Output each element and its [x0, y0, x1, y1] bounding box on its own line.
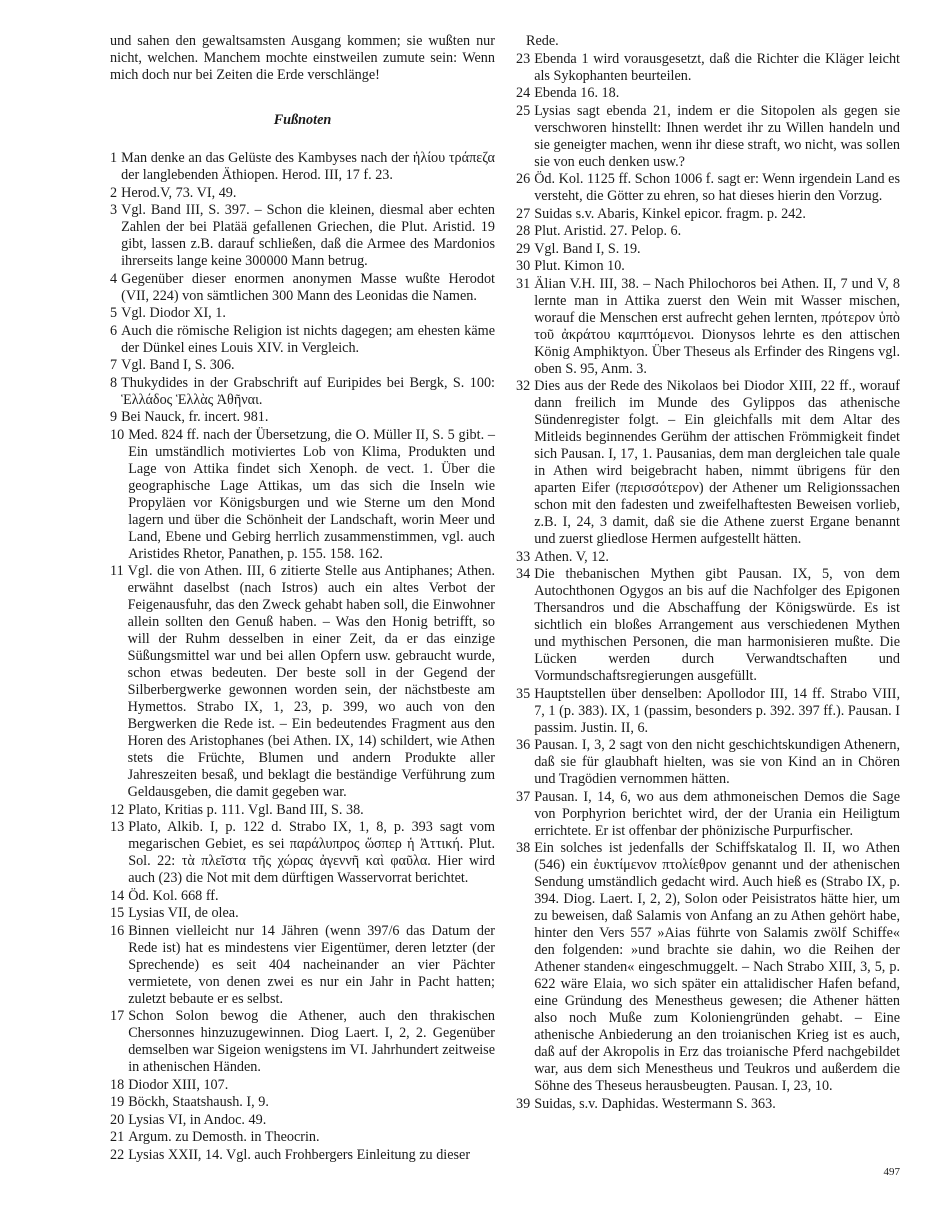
footnote-text: Lysias XXII, 14. Vgl. auch Frohbergers Einleitung zu dieser — [128, 1146, 471, 1163]
footnote-number: 3 — [110, 202, 118, 218]
footnote-38 — [516, 840, 900, 1095]
footnote-number: 23 — [516, 50, 531, 67]
footnote-text: Vgl. Diodor XI, 1. — [121, 305, 226, 321]
footnote-number: 18 — [110, 1076, 125, 1093]
footnote-13 — [110, 819, 495, 887]
footnote-number: 1 — [110, 150, 118, 166]
footnote-17 — [110, 1008, 495, 1076]
footnote-text: Athen. V, 12. — [534, 548, 609, 565]
footnote-number: 21 — [110, 1129, 125, 1145]
footnote-text: Med. 824 ff. nach der Übersetzung, die O. Müller II, S. 5 gibt. – Ein umständlich motiviertes Lob von Klima, Produkten und Lage von Attika findet sich Xenoph. de vect. 1. Über die geographische Lage Attikas, um das sich die Inseln wie Propyläen vor Königsburgen und wie Sterne um den Mond lagern und über die Schönheit der Landschaft, worin Meer und Land, Ebene und Gebirg herrlich zusammenstimmen, vgl. auch Aristides Rhetor, Panathen, p. 155. 158. 162. — [128, 426, 495, 562]
footnote-35 — [516, 686, 900, 737]
footnote-number: 15 — [110, 905, 125, 921]
footnote-text: Pausan. I, 3, 2 sagt von den nicht geschichtskundigen Athenern, daß sie für glaubhaft hielten, was sie von Kind an in Chören und Tragödien vernommen hätten. — [534, 737, 900, 787]
footnote-number: 35 — [516, 685, 531, 702]
footnote-text: Ein solches ist jedenfalls der Schiffskatalog Il. II, wo Athen (546) ein ἐυκτίμενον πτολίεθρον genannt und der athenischen Sendung umständlich gedacht wird. Auch hieß es (Strabo IX, p. 394. Diog. Laert. I, 2, 2), Solon oder Peisistratos hätte hier, um zu beweisen, daß Salamis von Anfang an zu Athen gehört habe, hinter den Vers 557 »Aias führte von Salamis zwölf Schiffe« den folgenden: »und brachte sie dahin, wo die Reihen der Athener standen« eingeschmuggelt. – Nach Strabo XIII, 3, 5, p. 622 wäre Elaia, wo sich später ein attalidischer Hafen befand, eine Gründung des Menestheus gewesen; die Athener hätten also noch Muße zum Koloniengründen gehabt. – Eine athenische Anbiederung an den troianischen Krieg ist es auch, daß auf der Akropolis in Erz das troianische Pferd nachgebildet war, aus dem sich Menestheus und Teukros und außerdem die Söhne des Theseus herausbeugten. Pausan. I, 23, 10. — [534, 840, 900, 1094]
footnote-33 — [516, 549, 900, 566]
footnote-number: 31 — [516, 275, 531, 292]
footnote-number: 14 — [110, 887, 125, 904]
footnote-21 — [110, 1129, 495, 1146]
footnote-text: Binnen vielleicht nur 14 Jähren (wenn 397/6 das Datum der Rede ist) hat es mindestens vier Eigentümer, deren letzter (der Sprechende) es seit 404 nacheinander an vier Pächter vermietete, von denen zwei es nur ein Jahr in Pacht hatten; zuletzt bebaute er es selbst. — [128, 922, 495, 1007]
footnote-text: Gegenüber dieser enormen anonymen Masse wußte Herodot (VII, 224) von sämtlichen 300 Mann des Leonidas die Namen. — [121, 270, 495, 304]
footnote-text: Plato, Alkib. I, p. 122 d. Strabo IX, 1, 8, p. 393 sagt vom megarischen Gebiet, es sei παράλυπρος ὥσπερ ἡ Ἀττική. Plut. Sol. 22: τὰ πλεῖστα τῆς χώρας ἀγεννῆ καὶ φαῦλα. Hier wird auch (23) die Not mit dem dürftigen Wasservorrat berichtet. — [128, 819, 495, 886]
footnote-text: Suidas, s.v. Daphidas. Westermann S. 363. — [534, 1095, 776, 1112]
footnote-34 — [516, 566, 900, 685]
left-footnote-list — [110, 150, 495, 1164]
footnote-number: 34 — [516, 566, 531, 582]
footnote-12 — [110, 802, 495, 819]
footnote-15 — [110, 905, 495, 922]
right-footnote-list — [516, 51, 900, 1113]
footnote-10 — [110, 427, 495, 563]
footnote-number: 8 — [110, 374, 118, 391]
footnote-text: Diodor XIII, 107. — [128, 1076, 229, 1093]
footnote-text: Ebenda 1 wird vorausgesetzt, daß die Richter die Kläger leicht als Sykophanten beurteilen. — [534, 50, 900, 84]
left-column — [110, 33, 495, 1164]
footnote-number: 30 — [516, 258, 531, 274]
footnote-7 — [110, 357, 495, 374]
footnote-text: Argum. zu Demosth. in Theocrin. — [128, 1129, 320, 1145]
footnote-text: Man denke an das Gelüste des Kambyses nach der ἡλίου τράπεζα der langlebenden Äthiopen. Herod. III, 17 f. 23. — [121, 150, 495, 183]
footnote-30 — [516, 258, 900, 275]
footnote-27 — [516, 206, 900, 223]
footnote-text: Die thebanischen Mythen gibt Pausan. IX, 5, von dem Autochthonen Ogygos an bis auf die Nachfolger des Epigonen Thersandros und die Abschaffung der Königswürde. Es ist sichtlich ein bloßes Arrangement aus verschiedenen Mythen und mythischen Personen, die man harmonisieren mußte. Die Lücken werden durch Verwandtschaften und Vormundschaftsregierungen ausgefüllt. — [534, 566, 900, 684]
intro-paragraph: und sahen den gewaltsamsten Ausgang kommen; sie wußten nur nicht, welchen. Manchem mochte einstweilen zumute sein: Wenn mich doch nur bei Zeiten die Erde verschlänge! — [110, 33, 495, 83]
footnote-number: 26 — [516, 171, 531, 187]
footnote-text: Vgl. Band III, S. 397. – Schon die kleinen, diesmal aber echten Zahlen der bei Platää gefallenen Griechen, die Plut. Aristid. 19 gibt, lassen z.B. darauf schließen, daß die Armee des Mardonios ihrerseits lange keine 300000 Mann betrug. — [121, 202, 495, 269]
footnote-text: Lysias sagt ebenda 21, indem er die Sitopolen als gegen sie verschworen hinstellt: Ihnen werdet ihr zu Willen handeln und sie geneigter machen, wenn ihr diese straft, wo nicht, was sollen sie von euch denken usw.? — [534, 102, 900, 170]
footnote-text: Plut. Kimon 10. — [534, 258, 625, 274]
footnote-text: Thukydides in der Grabschrift auf Euripides bei Bergk, S. 100: Ἑλλάδος Ἑλλὰς Ἀθῆναι. — [121, 374, 495, 408]
footnote-text: Plato, Kritias p. 111. Vgl. Band III, S. 38. — [128, 801, 364, 818]
footnote-16 — [110, 923, 495, 1008]
footnote-number: 17 — [110, 1008, 125, 1024]
footnote-text: Suidas s.v. Abaris, Kinkel epicor. fragm. p. 242. — [534, 205, 806, 222]
footnote-31 — [516, 276, 900, 378]
footnote-23 — [516, 51, 900, 85]
footnote-number: 37 — [516, 788, 531, 805]
footnotes-heading: Fußnoten — [273, 112, 332, 128]
footnote-25 — [516, 103, 900, 171]
footnote-number: 7 — [110, 357, 118, 373]
footnote-number: 36 — [516, 737, 531, 753]
footnote-28 — [516, 223, 900, 240]
footnote-text: Schon Solon bewog die Athener, auch den thrakischen Chersonnes hinzuzugewinnen. Diog Laert. I, 2, 2. Gegenüber demselben war Sigeion wenigstens im VI. Jahrhundert zeitweise in athenischen Händen. — [128, 1008, 495, 1075]
footnote-22-continuation: Rede. — [526, 33, 559, 49]
footnote-number: 33 — [516, 548, 531, 565]
footnote-text: Auch die römische Religion ist nichts dagegen; am ehesten käme der Dünkel eines Louis XIV. in Vergleich. — [121, 322, 495, 356]
footnote-26 — [516, 171, 900, 205]
footnote-number: 27 — [516, 205, 531, 222]
footnote-text: Hauptstellen über denselben: Apollodor III, 14 ff. Strabo VIII, 7, 1 (p. 383). IX, 1 (passim, besonders p. 392. 397 ff.). Pausan. I passim. Justin. II, 6. — [534, 685, 900, 736]
footnote-text: Vgl. die von Athen. III, 6 zitierte Stelle aus Antiphanes; Athen. erwähnt daselbst (nach Istros) auch ein altes Verbot der Feigenausfuhr, das den Zweck gehabt haben soll, die Einwohner allein sollten den Genuß haben. – Was den Honig betrifft, so will der Ruhm desselben in einer Zeit, da er das einzige Süßungsmittel war und bei allen Opfern usw. gebraucht wurde, schon etwas bedeuten. Der beste soll in der Gegend der Silberbergwerke gewonnen worden sein, der nächstbeste am Hymettos. Strabo IX, 1, 23, p. 399, wo auch von den Bergwerken die Rede ist. – Ein bedeutendes Fragment aus den Horen des Aristophanes (bei Athen. IX, 14) schildert, wie Athen stets die Früchte, Blumen und andern Produkte aller Jahreszeiten besaß, und beklagt die beständige Verführung zum Geldausgeben, die damit gegeben war. — [127, 563, 495, 800]
footnote-text: Öd. Kol. 668 ff. — [128, 887, 219, 904]
footnote-number: 9 — [110, 409, 118, 425]
footnote-number: 19 — [110, 1094, 125, 1110]
footnote-36 — [516, 737, 900, 788]
footnote-number: 20 — [110, 1111, 125, 1128]
footnote-number: 11 — [110, 563, 124, 579]
footnote-text: Herod.V, 73. VI, 49. — [121, 184, 237, 201]
footnote-number: 2 — [110, 184, 118, 201]
footnote-4 — [110, 271, 495, 305]
footnote-text: Öd. Kol. 1125 ff. Schon 1006 f. sagt er: Wenn irgendein Land es versteht, die Götter zu ehren, so hat dieses hierin den Vorzug. — [534, 171, 900, 204]
footnote-text: Ebenda 16. 18. — [534, 85, 620, 101]
footnote-9 — [110, 409, 495, 426]
footnote-37 — [516, 789, 900, 840]
footnote-number: 25 — [516, 102, 531, 119]
footnote-text: Lysias VII, de olea. — [128, 905, 239, 921]
footnote-number: 16 — [110, 922, 125, 939]
footnote-number: 28 — [516, 223, 531, 239]
footnote-39 — [516, 1096, 900, 1113]
footnote-text: Pausan. I, 14, 6, wo aus dem athmoneischen Demos die Sage von Porphyrion berichtet wird, der der Urania ein Heiligtum errichtete. Er ist offenbar der phönizische Purpurfischer. — [534, 788, 900, 839]
footnote-number: 24 — [516, 85, 531, 101]
footnote-number: 12 — [110, 801, 125, 818]
footnote-18 — [110, 1077, 495, 1094]
footnote-number: 38 — [516, 840, 531, 856]
right-column — [516, 33, 900, 1113]
footnote-19 — [110, 1094, 495, 1111]
footnote-3 — [110, 202, 495, 270]
footnote-number: 5 — [110, 305, 118, 321]
footnote-number: 4 — [110, 270, 118, 287]
footnote-1 — [110, 150, 495, 184]
footnote-text: Lysias VI, in Andoc. 49. — [128, 1111, 267, 1128]
footnote-text: Vgl. Band I, S. 306. — [121, 357, 235, 373]
footnote-11 — [110, 563, 495, 801]
footnote-text: Dies aus der Rede des Nikolaos bei Diodor XIII, 22 ff., worauf dann freilich im Munde des Gylippos das athenische Sündenregister folgt. – Ein gleichfalls mit dem Altar des Mitleids beginnendes Gerühm der attischen Frömmigkeit findet sich Pausan. I, 17, 1. Pausanias, dem man dergleichen tale quale in Athen wird beigebracht haben, nimmt übrigens für den aparten Eifer (περισσότερον) der Athener um Religionssachen schon mit den fadesten und zweifelhaftesten Beweisen vorlieb, z.B. I, 24, 3 damit, daß sie die Athene zuerst Ergane benannt und zuerst gliedlose Hermen aufgestellt hätten. — [534, 378, 900, 547]
footnote-number: 39 — [516, 1095, 531, 1112]
footnote-29 — [516, 241, 900, 258]
footnote-number: 32 — [516, 378, 531, 394]
page-number: 497 — [883, 1166, 900, 1178]
footnote-5 — [110, 305, 495, 322]
footnote-6 — [110, 323, 495, 357]
footnote-number: 10 — [110, 426, 125, 443]
footnote-number: 29 — [516, 240, 531, 257]
footnote-32 — [516, 378, 900, 548]
footnote-number: 22 — [110, 1146, 125, 1163]
footnote-2 — [110, 185, 495, 202]
footnote-22 — [110, 1147, 495, 1164]
footnote-text: Böckh, Staatshaush. I, 9. — [128, 1094, 269, 1110]
footnote-text: Bei Nauck, fr. incert. 981. — [121, 409, 269, 425]
footnote-20 — [110, 1112, 495, 1129]
footnote-14 — [110, 888, 495, 905]
footnote-number: 13 — [110, 819, 125, 835]
footnote-24 — [516, 85, 900, 102]
footnote-text: Plut. Aristid. 27. Pelop. 6. — [534, 223, 682, 239]
footnote-number: 6 — [110, 322, 118, 339]
footnote-text: Vgl. Band I, S. 19. — [534, 240, 641, 257]
footnote-text: Älian V.H. III, 38. – Nach Philochoros bei Athen. II, 7 und V, 8 lernte man in Attika zuerst den Wein mit Wasser mischen, worauf die Menschen erst aufrecht gehen lernten, πρότερον ὑπὸ τοῦ ἀκράτου καμπτόμενοι. Dionysos lehrte es den attischen König Amphiktyon. Über Theseus als Erfinder des Ringens vgl. oben S. 95, Anm. 3. — [534, 275, 900, 377]
footnote-8 — [110, 375, 495, 409]
